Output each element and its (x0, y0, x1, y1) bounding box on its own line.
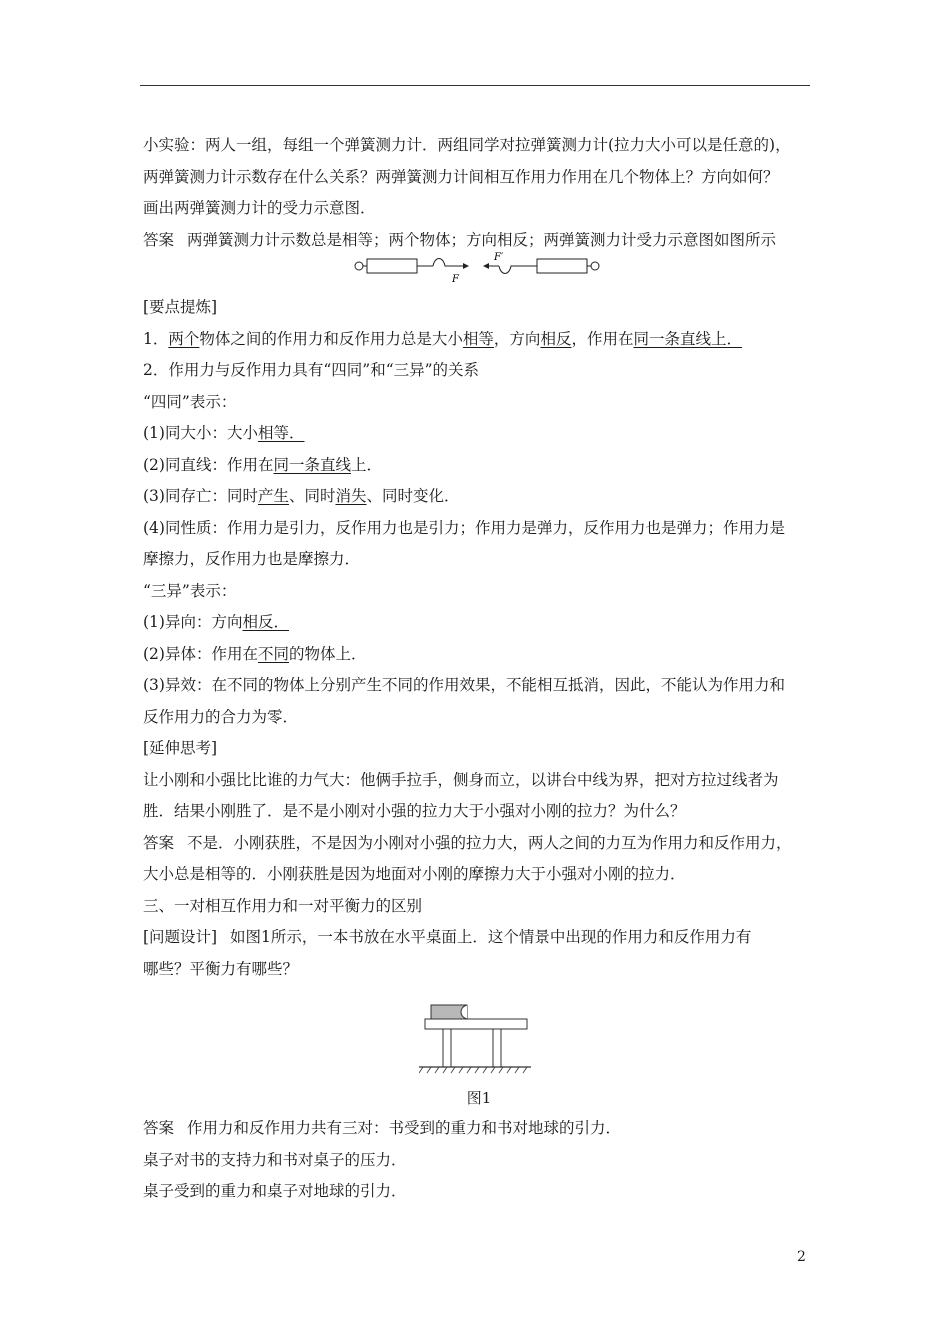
page-number: 2 (797, 1249, 806, 1265)
same-existence (143, 481, 815, 513)
same-nature-line-2: 摩擦力，反作用力也是摩擦力． (143, 550, 361, 568)
extension-answer-1 (143, 828, 815, 860)
three-diff-heading: “三异”表示： (143, 581, 237, 600)
s2-text-a: (2)同直线：作用在 (143, 455, 274, 474)
question-design-text: 如图1所示，一本书放在水平桌面上．这个情景中出现的作用力和反作用力有 (230, 928, 752, 946)
d2-blank: 不同 (257, 644, 289, 663)
kp1-text-e: ，方向 (493, 329, 541, 348)
s1-blank: 相等． (257, 424, 305, 442)
section-3-answer-1 (143, 1113, 815, 1145)
same-line (143, 450, 815, 482)
question-design-2: 哪些？平衡力有哪些？ (143, 959, 299, 978)
force-f-label: F (452, 274, 459, 285)
d2-text-c: 的物体上． (288, 644, 367, 663)
kp1-blank-line: 同一条直线上． (633, 329, 742, 348)
kp1-text-c: 物体之间的作用力和反作用力总是大小 (199, 329, 463, 348)
diff-body (143, 639, 815, 671)
s3-text-c: 、同时 (288, 487, 336, 505)
extension-question-2: 胜．结果小刚胜了．是不是小刚对小强的拉力大于小强对小刚的拉力？为什么？ (143, 802, 686, 820)
same-nature-line-1: (4)同性质：作用力是引力，反作用力也是引力；作用力是弹力，反作用力也是弹力；作用力是 (143, 518, 785, 537)
s3-blank-vanish: 消失 (335, 487, 367, 505)
s3-blank-produce: 产生 (257, 487, 289, 505)
kp1-blank-equal: 相等 (462, 329, 494, 348)
experiment-line-2: 两弹簧测力计示数存在什么关系？两弹簧测力计间相互作用力作用在几个物体上？方向如何？ (143, 167, 779, 186)
s2-blank: 同一条直线 (273, 455, 351, 474)
force-f-prime-label: F′ (494, 252, 504, 263)
s1-text: (1)同大小：大小 (143, 424, 258, 442)
section-3-answer-text: 作用力和反作用力共有三对：书受到的重力和书对地球的引力． (186, 1119, 621, 1137)
spring-scale-figure (143, 252, 815, 292)
section-3-answer-2: 桌子对书的支持力和书对桌子的压力． (143, 1150, 407, 1169)
kp1-blank-two: 两个 (168, 329, 200, 348)
extension-question-1: 让小刚和小强比比谁的力气大：他俩手拉手，侧身而立，以讲台中线为界，把对方拉过线者为 (143, 770, 779, 789)
experiment-line-1: 小实验：两人一组，每组一个弹簧测力计．两组同学对拉弹簧测力计(拉力大小可以是任意的)， (143, 136, 791, 154)
answer-label: 答案 (143, 1119, 175, 1137)
same-magnitude (143, 418, 815, 450)
spring-scale-diagram (353, 252, 613, 292)
diff-direction (143, 607, 815, 639)
d1-text: (1)异向：方向 (143, 613, 243, 631)
s3-text-e: 、同时变化． (366, 487, 460, 505)
question-design-1 (143, 922, 815, 954)
d1-blank: 相反． (242, 613, 289, 631)
key-point-2: 2．作用力与反作用力具有“四同”和“三异”的关系 (143, 361, 480, 379)
section-3-answer-3: 桌子受到的重力和桌子对地球的引力． (143, 1182, 407, 1200)
diff-effect-line-2: 反作用力的合力为零． (143, 707, 299, 726)
figure-caption: 图1 (466, 1089, 492, 1107)
extension-answer-text: 不是．小刚获胜，不是因为小刚对小强的拉力大，两人之间的力互为作用力和反作用力， (186, 833, 792, 852)
book-table-diagram (419, 999, 539, 1083)
kp1-text-g: ，作用在 (571, 329, 634, 348)
four-same-heading: “四同”表示： (143, 392, 237, 411)
header-rule (140, 85, 810, 86)
key-points-heading: [要点提炼] (143, 298, 218, 316)
answer-text: 两弹簧测力计示数总是相等；两个物体；方向相反；两弹簧测力计受力示意图如图所示 (186, 230, 776, 249)
answer-label: 答案 (143, 230, 175, 249)
d2-text-a: (2)异体：作用在 (143, 644, 258, 663)
question-design-label: [问题设计] (143, 928, 218, 946)
extension-heading: [延伸思考] (143, 739, 218, 757)
book-on-table-figure (143, 999, 815, 1083)
kp1-blank-opposite: 相反 (540, 329, 572, 348)
extension-answer-2: 大小总是相等的．小刚获胜是因为地面对小刚的摩擦力大于小强对小刚的拉力． (143, 865, 686, 883)
kp1-text-a: 1． (143, 329, 169, 348)
page-content (143, 130, 815, 1208)
section-3-title: 三、一对相互作用力和一对平衡力的区别 (143, 896, 423, 915)
experiment-line-3: 画出两弹簧测力计的受力示意图． (143, 199, 376, 217)
diff-effect-line-1: (3)异效：在不同的物体上分别产生不同的作用效果，不能相互抵消，因此，不能认为作用力和 (143, 676, 785, 694)
s3-text-a: (3)同存亡：同时 (143, 487, 258, 505)
key-point-1 (143, 324, 815, 356)
s2-text-c: 上． (350, 455, 382, 474)
answer-label: 答案 (143, 833, 175, 852)
